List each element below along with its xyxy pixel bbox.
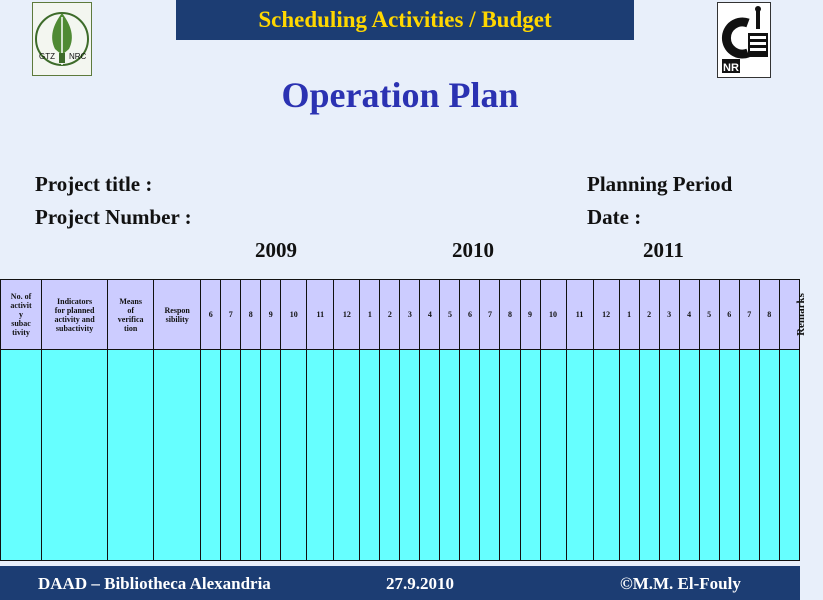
table-cell[interactable]: [241, 350, 261, 561]
table-cell[interactable]: [759, 350, 779, 561]
month-header: 2: [639, 280, 659, 350]
month-header: 11: [566, 280, 593, 350]
table-header-row: [1, 280, 800, 350]
nrc-logo-text: NRC: [69, 52, 87, 61]
month-header: 11: [307, 280, 334, 350]
table-cell[interactable]: [566, 350, 593, 561]
month-header: 9: [520, 280, 540, 350]
table-cell[interactable]: [540, 350, 566, 561]
table-cell[interactable]: [420, 350, 440, 561]
table-cell[interactable]: [42, 350, 108, 561]
gtz-nrc-logo: [32, 2, 92, 76]
month-header: 7: [480, 280, 500, 350]
tree-logo-icon: [33, 3, 91, 75]
footer-copyright: ©M.M. El-Fouly: [620, 574, 741, 593]
month-header: 5: [440, 280, 460, 350]
table-body-row: [1, 350, 800, 561]
date-label: Date :: [587, 205, 642, 229]
gtz-logo-text: GTZ: [39, 52, 55, 61]
year-2010: 2010: [452, 238, 494, 262]
table-cell[interactable]: [619, 350, 639, 561]
table-cell[interactable]: [500, 350, 520, 561]
col-header-responsibility: Respon sibility: [154, 280, 201, 350]
year-2009: 2009: [255, 238, 297, 262]
table-cell[interactable]: [679, 350, 699, 561]
month-header: 2: [380, 280, 400, 350]
month-header: 7: [739, 280, 759, 350]
table-cell[interactable]: [400, 350, 420, 561]
footer-organization: DAAD – Bibliotheca Alexandria: [38, 574, 271, 593]
month-header: 4: [420, 280, 440, 350]
footer-date: 27.9.2010: [386, 574, 454, 593]
table-cell[interactable]: [360, 350, 380, 561]
month-header: 5: [699, 280, 719, 350]
table-cell[interactable]: [659, 350, 679, 561]
table-cell[interactable]: [719, 350, 739, 561]
table-cell[interactable]: [108, 350, 154, 561]
month-header: 4: [679, 280, 699, 350]
table-cell[interactable]: [440, 350, 460, 561]
table-cell[interactable]: [1, 350, 42, 561]
col-header-activity: No. of activit y subac tivity: [1, 280, 42, 350]
year-2011: 2011: [643, 238, 684, 262]
table-cell[interactable]: [380, 350, 400, 561]
banner-title: Scheduling Activities / Budget: [258, 7, 552, 32]
table-cell[interactable]: [699, 350, 719, 561]
table-cell[interactable]: [460, 350, 480, 561]
operation-plan-table: [0, 279, 807, 561]
project-title-label: Project title :: [35, 172, 153, 196]
month-header: 8: [759, 280, 779, 350]
month-header: 10: [281, 280, 307, 350]
table-cell[interactable]: [281, 350, 307, 561]
table-cell[interactable]: [739, 350, 759, 561]
month-header: 3: [659, 280, 679, 350]
nrc-logo: [717, 2, 771, 78]
col-header-remarks: Remarks: [779, 280, 799, 350]
section-banner: [176, 0, 634, 40]
month-header: 8: [500, 280, 520, 350]
table-cell[interactable]: [334, 350, 360, 561]
month-header: 6: [460, 280, 480, 350]
table-cell[interactable]: [221, 350, 241, 561]
month-header: 8: [241, 280, 261, 350]
month-header: 10: [540, 280, 566, 350]
table-cell[interactable]: [779, 350, 799, 561]
month-header: 12: [334, 280, 360, 350]
table-cell[interactable]: [261, 350, 281, 561]
month-header: 1: [619, 280, 639, 350]
month-header: 9: [261, 280, 281, 350]
month-header: 6: [719, 280, 739, 350]
table-cell[interactable]: [307, 350, 334, 561]
planning-period-label: Planning Period: [587, 172, 733, 196]
table-cell[interactable]: [639, 350, 659, 561]
page-title: Operation Plan: [281, 75, 519, 115]
month-header: 3: [400, 280, 420, 350]
col-header-verification: Means of verifica tion: [108, 280, 154, 350]
nrc-emblem-icon: [718, 3, 770, 77]
table-cell[interactable]: [593, 350, 619, 561]
month-header: 6: [201, 280, 221, 350]
table-cell[interactable]: [480, 350, 500, 561]
table-cell[interactable]: [201, 350, 221, 561]
project-number-label: Project Number :: [35, 205, 192, 229]
month-header: 1: [360, 280, 380, 350]
table-cell[interactable]: [520, 350, 540, 561]
footer-bar: [0, 566, 800, 600]
month-header: 12: [593, 280, 619, 350]
col-header-indicators: Indicators for planned activity and subactivity: [42, 280, 108, 350]
month-header: 7: [221, 280, 241, 350]
nr-logo-text: NR: [723, 62, 739, 74]
table-cell[interactable]: [154, 350, 201, 561]
